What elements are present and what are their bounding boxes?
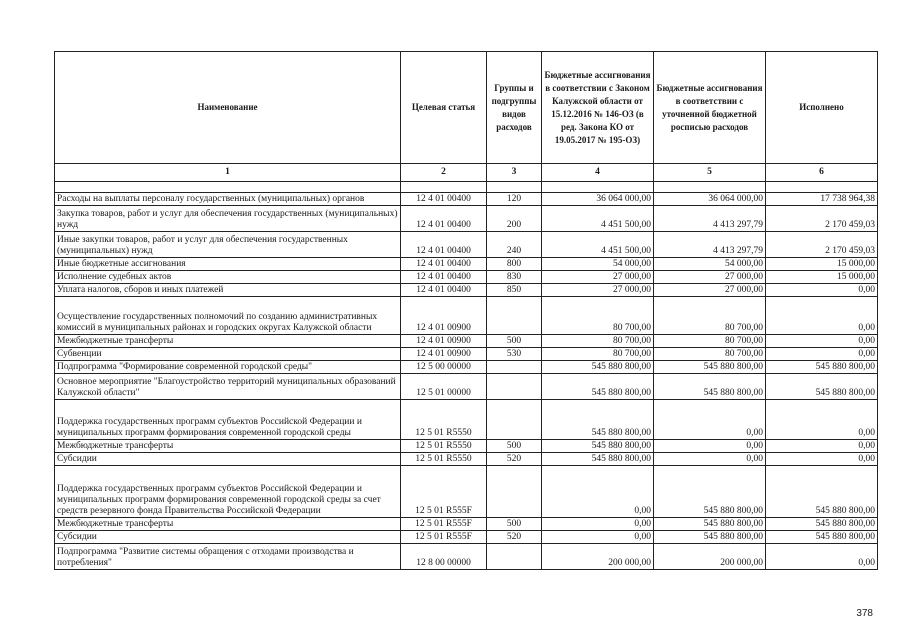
row-planned-amount: 27 000,00	[654, 284, 766, 297]
budget-table	[54, 51, 878, 570]
row-executed-amount: 0,00	[766, 453, 878, 466]
row-law-amount: 80 700,00	[542, 335, 654, 348]
row-target-article: 12 4 01 00400	[401, 206, 487, 232]
table-row	[55, 206, 878, 232]
table-row	[55, 544, 878, 570]
row-law-amount: 36 064 000,00	[542, 193, 654, 206]
row-planned-amount: 80 700,00	[654, 297, 766, 335]
row-name: Межбюджетные трансферты	[55, 518, 401, 531]
row-name: Иные бюджетные ассигнования	[55, 258, 401, 271]
row-expense-group: 500	[487, 440, 542, 453]
row-target-article: 12 5 01 R555F	[401, 466, 487, 518]
row-planned-amount: 36 064 000,00	[654, 193, 766, 206]
row-name: Уплата налогов, сборов и иных платежей	[55, 284, 401, 297]
row-name: Субсидии	[55, 531, 401, 544]
row-law-amount: 545 880 800,00	[542, 374, 654, 400]
row-expense-group: 830	[487, 271, 542, 284]
row-name: Расходы на выплаты персоналу государственных (муниципальных) органов	[55, 193, 401, 206]
table-row	[55, 193, 878, 206]
table-row	[55, 518, 878, 531]
row-executed-amount: 17 738 964,38	[766, 193, 878, 206]
row-planned-amount: 545 880 800,00	[654, 361, 766, 374]
row-law-amount: 200 000,00	[542, 544, 654, 570]
table-row	[55, 232, 878, 258]
row-executed-amount: 0,00	[766, 284, 878, 297]
header-executed: Исполнено	[766, 52, 878, 164]
column-number: 6	[766, 164, 878, 182]
row-target-article: 12 5 01 R5550	[401, 453, 487, 466]
row-planned-amount: 80 700,00	[654, 335, 766, 348]
column-number: 5	[654, 164, 766, 182]
row-expense-group: 120	[487, 193, 542, 206]
table-row	[55, 400, 878, 440]
table-row	[55, 297, 878, 335]
table-row	[55, 453, 878, 466]
column-number: 3	[487, 164, 542, 182]
row-expense-group: 520	[487, 531, 542, 544]
table-row	[55, 258, 878, 271]
spacer-row	[55, 182, 878, 193]
row-expense-group	[487, 466, 542, 518]
row-expense-group: 500	[487, 335, 542, 348]
table-row	[55, 531, 878, 544]
row-planned-amount: 0,00	[654, 440, 766, 453]
row-executed-amount: 0,00	[766, 440, 878, 453]
table-body	[55, 193, 878, 570]
table-row	[55, 348, 878, 361]
header-row	[55, 52, 878, 164]
row-planned-amount: 54 000,00	[654, 258, 766, 271]
row-law-amount: 4 451 500,00	[542, 206, 654, 232]
row-executed-amount: 2 170 459,03	[766, 232, 878, 258]
column-number: 1	[55, 164, 401, 182]
row-name: Закупка товаров, работ и услуг для обеспечения государственных (муниципальных) нужд	[55, 206, 401, 232]
row-law-amount: 80 700,00	[542, 348, 654, 361]
row-expense-group: 800	[487, 258, 542, 271]
row-target-article: 12 5 01 00000	[401, 374, 487, 400]
row-target-article: 12 4 01 00900	[401, 335, 487, 348]
row-target-article: 12 8 00 00000	[401, 544, 487, 570]
row-law-amount: 545 880 800,00	[542, 440, 654, 453]
row-planned-amount: 545 880 800,00	[654, 374, 766, 400]
column-number: 2	[401, 164, 487, 182]
row-executed-amount: 0,00	[766, 544, 878, 570]
row-name: Подпрограмма "Развитие системы обращения с отходами производства и потребления"	[55, 544, 401, 570]
row-target-article: 12 5 01 R555F	[401, 518, 487, 531]
row-target-article: 12 5 00 00000	[401, 361, 487, 374]
row-expense-group	[487, 297, 542, 335]
row-target-article: 12 4 01 00900	[401, 297, 487, 335]
row-executed-amount: 0,00	[766, 335, 878, 348]
row-executed-amount: 15 000,00	[766, 271, 878, 284]
row-name: Исполнение судебных актов	[55, 271, 401, 284]
table-row	[55, 335, 878, 348]
row-law-amount: 27 000,00	[542, 284, 654, 297]
column-number: 4	[542, 164, 654, 182]
row-executed-amount: 545 880 800,00	[766, 361, 878, 374]
row-law-amount: 4 451 500,00	[542, 232, 654, 258]
row-name: Субсидии	[55, 453, 401, 466]
row-target-article: 12 5 01 R5550	[401, 440, 487, 453]
column-number-row	[55, 164, 878, 182]
row-name: Поддержка государственных программ субъектов Российской Федерации и муниципальных программ формирования современной городской среды	[55, 400, 401, 440]
row-executed-amount: 545 880 800,00	[766, 531, 878, 544]
row-law-amount: 0,00	[542, 531, 654, 544]
row-expense-group	[487, 361, 542, 374]
row-executed-amount: 545 880 800,00	[766, 466, 878, 518]
row-executed-amount: 0,00	[766, 400, 878, 440]
row-planned-amount: 4 413 297,79	[654, 232, 766, 258]
row-law-amount: 80 700,00	[542, 297, 654, 335]
row-law-amount: 0,00	[542, 518, 654, 531]
header-planned-allocations: Бюджетные ассигнования в соответствии с уточненной бюджетной росписью расходов	[654, 52, 766, 164]
row-name: Подпрограмма "Формирование современной городской среды"	[55, 361, 401, 374]
row-planned-amount: 0,00	[654, 453, 766, 466]
row-executed-amount: 545 880 800,00	[766, 374, 878, 400]
header-name: Наименование	[55, 52, 401, 164]
row-expense-group: 530	[487, 348, 542, 361]
row-name: Иные закупки товаров, работ и услуг для обеспечения государственных (муниципальных) нужд	[55, 232, 401, 258]
row-planned-amount: 27 000,00	[654, 271, 766, 284]
row-target-article: 12 4 01 00400	[401, 271, 487, 284]
row-expense-group	[487, 400, 542, 440]
header-law-allocations: Бюджетные ассигнования в соответствии с Законом Калужской области от 15.12.2016 № 146-ОЗ (в ред. Закона КО от 19.05.2017 № 195-ОЗ)	[542, 52, 654, 164]
table-row	[55, 271, 878, 284]
row-name: Осуществление государственных полномочий по созданию административных комиссий в муниципальных районах и городских округах Калужской области	[55, 297, 401, 335]
header-expense-groups: Группы и подгруппы видов расходов	[487, 52, 542, 164]
row-expense-group: 520	[487, 453, 542, 466]
row-planned-amount: 545 880 800,00	[654, 466, 766, 518]
header-target-article: Целевая статья	[401, 52, 487, 164]
row-planned-amount: 545 880 800,00	[654, 531, 766, 544]
row-target-article: 12 4 01 00400	[401, 258, 487, 271]
row-planned-amount: 545 880 800,00	[654, 518, 766, 531]
row-executed-amount: 0,00	[766, 348, 878, 361]
row-executed-amount: 0,00	[766, 297, 878, 335]
row-law-amount: 545 880 800,00	[542, 361, 654, 374]
table-row	[55, 374, 878, 400]
table-row	[55, 284, 878, 297]
row-planned-amount: 80 700,00	[654, 348, 766, 361]
row-name: Поддержка государственных программ субъектов Российской Федерации и муниципальных программ формирования современной городской среды за счет средств резервного фонда Правительства Российской Федерации	[55, 466, 401, 518]
row-law-amount: 54 000,00	[542, 258, 654, 271]
row-name: Межбюджетные трансферты	[55, 440, 401, 453]
row-name: Межбюджетные трансферты	[55, 335, 401, 348]
row-expense-group: 850	[487, 284, 542, 297]
row-planned-amount: 200 000,00	[654, 544, 766, 570]
row-law-amount: 545 880 800,00	[542, 400, 654, 440]
row-executed-amount: 545 880 800,00	[766, 518, 878, 531]
row-executed-amount: 2 170 459,03	[766, 206, 878, 232]
row-target-article: 12 4 01 00400	[401, 232, 487, 258]
row-law-amount: 0,00	[542, 466, 654, 518]
row-target-article: 12 5 01 R555F	[401, 531, 487, 544]
row-expense-group: 200	[487, 206, 542, 232]
row-planned-amount: 4 413 297,79	[654, 206, 766, 232]
row-law-amount: 545 880 800,00	[542, 453, 654, 466]
row-expense-group	[487, 544, 542, 570]
row-target-article: 12 5 01 R5550	[401, 400, 487, 440]
row-target-article: 12 4 01 00400	[401, 193, 487, 206]
row-expense-group: 500	[487, 518, 542, 531]
row-expense-group: 240	[487, 232, 542, 258]
row-target-article: 12 4 01 00400	[401, 284, 487, 297]
row-name: Субвенции	[55, 348, 401, 361]
row-name: Основное мероприятие "Благоустройство территорий муниципальных образований Калужской области"	[55, 374, 401, 400]
row-target-article: 12 4 01 00900	[401, 348, 487, 361]
table-row	[55, 466, 878, 518]
row-planned-amount: 0,00	[654, 400, 766, 440]
row-expense-group	[487, 374, 542, 400]
table-row	[55, 440, 878, 453]
page-number: 378	[856, 608, 873, 619]
row-law-amount: 27 000,00	[542, 271, 654, 284]
row-executed-amount: 15 000,00	[766, 258, 878, 271]
table-row	[55, 361, 878, 374]
